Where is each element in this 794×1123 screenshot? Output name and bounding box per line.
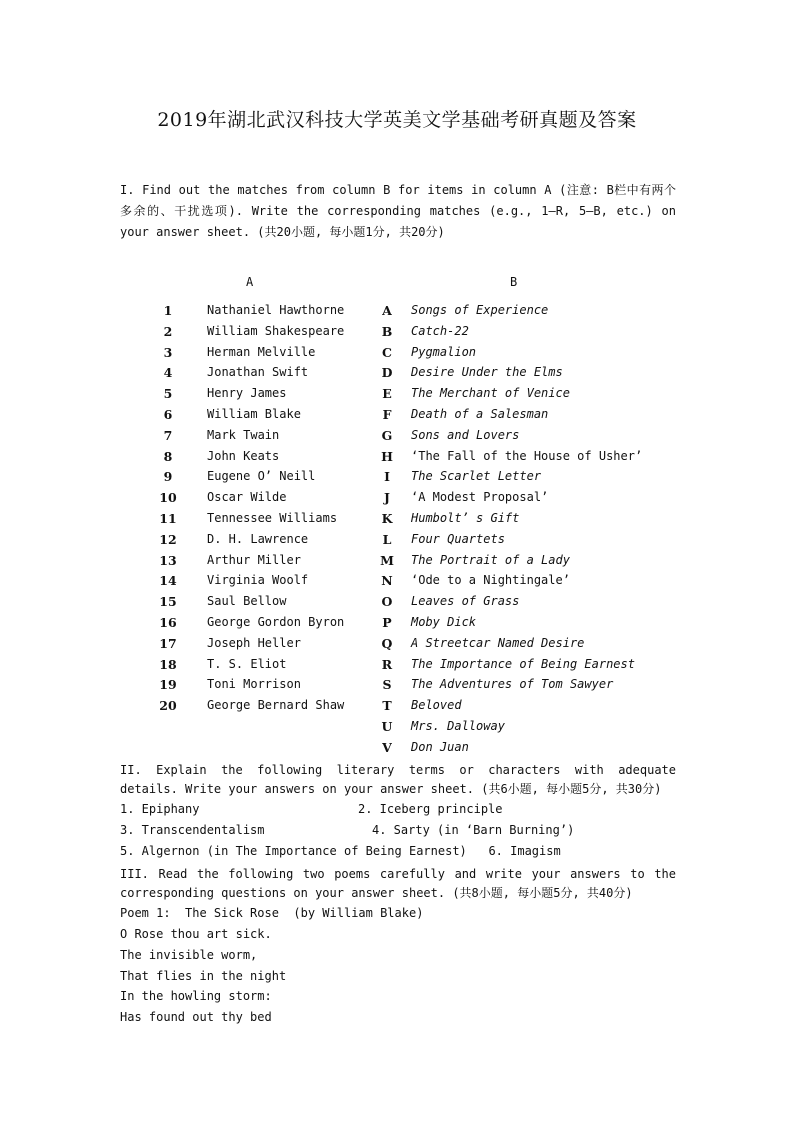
section-1-instructions: I. Find out the matches from column B for items in column A (注意: B栏中有两个多余的、干扰选项). Write the corresponding matches (e.g., 1—R, 5—B, etc.) on your answer sheet. (共20小题, 每小题1分, 共20分) — [120, 183, 676, 239]
match-row — [0, 636, 794, 657]
author-name: D. H. Lawrence — [207, 531, 309, 546]
column-b-header: B — [510, 275, 518, 289]
match-row — [0, 407, 794, 428]
work-title: Pygmalion — [411, 344, 477, 359]
author-name: Tennessee Williams — [207, 511, 338, 525]
option-letter: B — [381, 323, 393, 339]
match-row — [0, 386, 794, 407]
item-number: 10 — [159, 490, 177, 506]
poem-title: Poem 1: The Sick Rose (by William Blake) — [120, 906, 424, 920]
work-title: Humbolt’ s Gift — [411, 511, 520, 525]
match-row — [0, 677, 794, 698]
item-number: 20 — [159, 698, 177, 714]
option-letter: U — [381, 719, 393, 734]
author-name: Herman Melville — [207, 344, 316, 359]
author-name: Toni Morrison — [207, 677, 301, 692]
author-name: Saul Bellow — [207, 594, 287, 609]
item-number: 18 — [159, 656, 177, 672]
page-title: 2019年湖北武汉科技大学英美文学基础考研真题及答案 — [157, 109, 637, 131]
item-number: 11 — [159, 511, 177, 526]
match-row — [0, 615, 794, 636]
poem-line: In the howling storm: — [120, 989, 272, 1003]
match-row — [0, 657, 794, 678]
item-number: 16 — [159, 615, 177, 630]
option-letter: G — [381, 427, 393, 443]
work-title: ‘Ode to a Nightingale’ — [411, 573, 570, 588]
option-letter: O — [381, 594, 393, 610]
match-row — [0, 449, 794, 470]
match-row — [0, 532, 794, 553]
item-number: 4 — [163, 365, 173, 381]
match-row — [0, 469, 794, 490]
option-letter: Q — [381, 635, 393, 651]
term-5-6: 5. Algernon (in The Importance of Being Earnest) 6. Imagism — [120, 844, 561, 858]
work-title: Catch-22 — [411, 323, 469, 338]
match-row — [0, 324, 794, 345]
work-title: The Scarlet Letter — [411, 469, 542, 484]
author-name: John Keats — [207, 448, 280, 463]
poem-line: The invisible worm, — [120, 948, 258, 962]
option-letter: L — [382, 531, 392, 547]
option-letter: N — [381, 573, 393, 589]
match-row — [0, 594, 794, 615]
option-letter: H — [381, 448, 393, 464]
item-number: 8 — [163, 448, 173, 464]
column-a-header: A — [246, 275, 254, 289]
author-name: Virginia Woolf — [207, 573, 309, 588]
work-title: The Adventures of Tom Sawyer — [411, 677, 614, 692]
option-letter: E — [382, 386, 392, 402]
option-letter: A — [382, 303, 392, 318]
item-number: 19 — [159, 677, 177, 693]
author-name: Eugene O’ Neill — [207, 469, 316, 484]
item-number: 6 — [163, 407, 173, 422]
work-title: Leaves of Grass — [411, 594, 520, 609]
match-row — [0, 490, 794, 511]
work-title: Moby Dick — [411, 615, 477, 629]
poem-line: Has found out thy bed — [120, 1010, 272, 1024]
item-number: 5 — [163, 386, 173, 402]
option-letter: T — [382, 698, 392, 714]
work-title: Songs of Experience — [411, 303, 549, 317]
option-letter: I — [384, 469, 390, 485]
match-row — [0, 553, 794, 574]
work-title: Mrs. Dalloway — [411, 719, 505, 733]
section-2-instructions: II. Explain the following literary terms or characters with adequate details. Write your answers on your answer sheet. (共6小题, 每小题5分, 共30分) — [120, 763, 676, 796]
item-number: 3 — [163, 344, 173, 360]
item-number: 9 — [163, 469, 173, 485]
match-row — [0, 573, 794, 594]
author-name: Nathaniel Hawthorne — [207, 303, 345, 317]
author-name: William Shakespeare — [207, 323, 345, 338]
option-letter: V — [382, 739, 392, 755]
match-row — [0, 740, 794, 761]
term-4: 4. Sarty (in ‘Barn Burning’) — [372, 823, 575, 837]
work-title: Four Quartets — [411, 531, 505, 546]
match-row — [0, 303, 794, 324]
author-name: Mark Twain — [207, 427, 280, 442]
item-number: 1 — [163, 303, 173, 318]
option-letter: C — [382, 344, 392, 360]
match-row — [0, 719, 794, 740]
author-name: T. S. Eliot — [207, 656, 287, 671]
match-row — [0, 365, 794, 386]
work-title: Sons and Lovers — [411, 427, 520, 442]
match-row — [0, 698, 794, 719]
author-name: Arthur Miller — [207, 552, 301, 567]
author-name: William Blake — [207, 407, 301, 421]
match-row — [0, 428, 794, 449]
option-letter: M — [380, 552, 394, 568]
option-letter: P — [382, 615, 392, 630]
work-title: Don Juan — [411, 739, 469, 754]
work-title: The Merchant of Venice — [411, 386, 570, 401]
section-3-instructions: III. Read the following two poems carefully and write your answers to the corresponding questions on your answer sheet. (共8小题, 每小题5分, 共40分) — [120, 867, 676, 900]
author-name: George Bernard Shaw — [207, 698, 345, 713]
work-title: The Portrait of a Lady — [411, 552, 570, 567]
author-name: George Gordon Byron — [207, 615, 345, 629]
work-title: The Importance of Being Earnest — [411, 656, 635, 671]
option-letter: K — [381, 511, 393, 526]
poem-line: That flies in the night — [120, 969, 287, 983]
option-letter: F — [382, 407, 392, 422]
work-title: Beloved — [411, 698, 462, 713]
work-title: Desire Under the Elms — [411, 365, 563, 380]
work-title: ‘The Fall of the House of Usher’ — [411, 448, 643, 463]
match-row — [0, 345, 794, 366]
item-number: 14 — [159, 573, 177, 589]
work-title: Death of a Salesman — [411, 407, 549, 421]
option-letter: D — [381, 365, 393, 381]
author-name: Henry James — [207, 386, 287, 401]
option-letter: R — [381, 656, 393, 672]
term-1: 1. Epiphany — [120, 802, 200, 816]
item-number: 12 — [159, 531, 177, 547]
item-number: 7 — [163, 427, 173, 443]
option-letter: J — [384, 490, 390, 506]
author-name: Jonathan Swift — [207, 365, 309, 380]
work-title: ‘A Modest Proposal’ — [411, 490, 549, 505]
author-name: Oscar Wilde — [207, 490, 287, 505]
item-number: 2 — [163, 323, 173, 339]
option-letter: S — [382, 677, 392, 693]
match-row — [0, 511, 794, 532]
author-name: Joseph Heller — [207, 635, 301, 650]
term-2: 2. Iceberg principle — [358, 802, 503, 816]
work-title: A Streetcar Named Desire — [411, 635, 585, 650]
item-number: 15 — [159, 594, 177, 610]
item-number: 13 — [159, 552, 177, 568]
poem-line: O Rose thou art sick. — [120, 927, 272, 941]
term-3: 3. Transcendentalism — [120, 823, 265, 837]
item-number: 17 — [159, 635, 177, 651]
